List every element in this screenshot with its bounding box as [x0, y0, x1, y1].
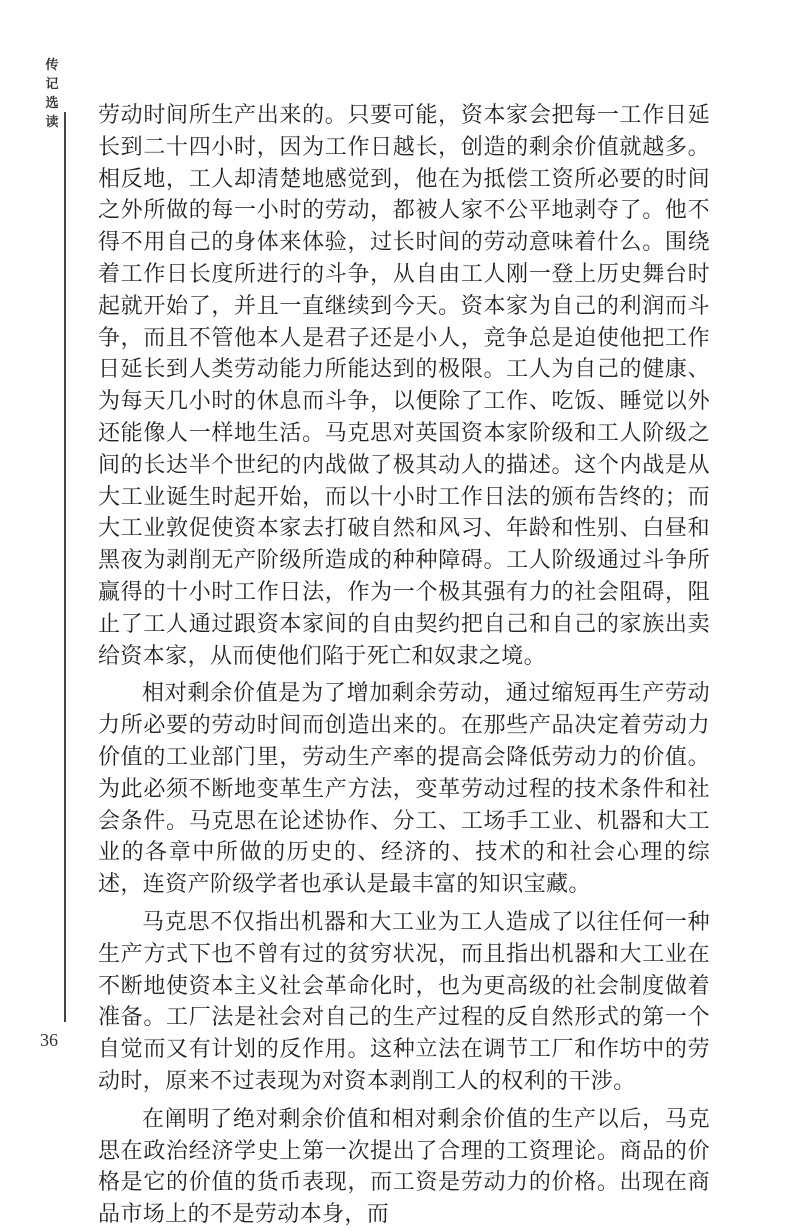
margin-rule	[64, 112, 66, 1022]
section-title-char: 传	[45, 58, 59, 73]
page-number: 36	[40, 1030, 58, 1050]
section-title-char: 记	[45, 77, 59, 92]
section-title-char: 选	[45, 96, 59, 111]
section-title-char: 读	[45, 115, 59, 130]
section-title	[40, 56, 64, 132]
paragraph: 相对剩余价值是为了增加剩余劳动，通过缩短再生产劳动力所必要的劳动时间而创造出来的。在那些产品决定着劳动力价值的工业部门里，劳动生产率的提高会降低劳动力的价值。为此必须不断地变革生产方法，变革劳动过程的技术条件和社会条件。马克思在论述协作、分工、工场手工业、机器和大工业的各章中所做的历史的、经济的、技术的和社会心理的综述，连资产阶级学者也承认是最丰富的知识宝藏。	[98, 681, 710, 898]
paragraph: 在阐明了绝对剩余价值和相对剩余价值的生产以后，马克思在政治经济学史上第一次提出了合理的工资理论。商品的价格是它的价值的货币表现，而工资是劳动力的价格。出现在商品市场上的不是劳动本身，而	[98, 1106, 710, 1228]
body-text	[98, 100, 710, 1231]
paragraph: 马克思不仅指出机器和大工业为工人造成了以往任何一种生产方式下也不曾有过的贫穷状况，而且指出机器和大工业在不断地使资本主义社会革命化时，也为更高级的社会制度做着准备。工厂法是社会对自己的生产过程的反自然形式的第一个自觉而又有计划的反作用。这种立法在调节工厂和作坊中的劳动时，原来不过表现为对资本剥削工人的权利的干涉。	[98, 909, 710, 1094]
paragraph: 劳动时间所生产出来的。只要可能，资本家会把每一工作日延长到二十四小时，因为工作日越长，创造的剩余价值就越多。相反地，工人却清楚地感觉到，他在为抵偿工资所必要的时间之外所做的每一小时的劳动，都被人家不公平地剥夺了。他不得不用自己的身体来体验，过长时间的劳动意味着什么。围绕着工作日长度所进行的斗争，从自由工人刚一登上历史舞台时起就开始了，并且一直继续到今天。资本家为自己的利润而斗争，而且不管他本人是君子还是小人，竞争总是迫使他把工作日延长到人类劳动能力所能达到的极限。工人为自己的健康、为每天几小时的休息而斗争，以便除了工作、吃饭、睡觉以外还能像人一样地生活。马克思对英国资本家阶级和工人阶级之间的长达半个世纪的内战做了极其动人的描述。这个内战是从大工业诞生时起开始，而以十小时工作日法的颁布告终的；而大工业敦促使资本家去打破自然和风习、年龄和性别、白昼和黑夜为剥削无产阶级所造成的种种障碍。工人阶级通过斗争所赢得的十小时工作日法，作为一个极其强有力的社会阻碍，阻止了工人通过跟资本家间的自由契约把自己和自己的家族出卖给资本家，从而使他们陷于死亡和奴隶之境。	[98, 103, 710, 669]
